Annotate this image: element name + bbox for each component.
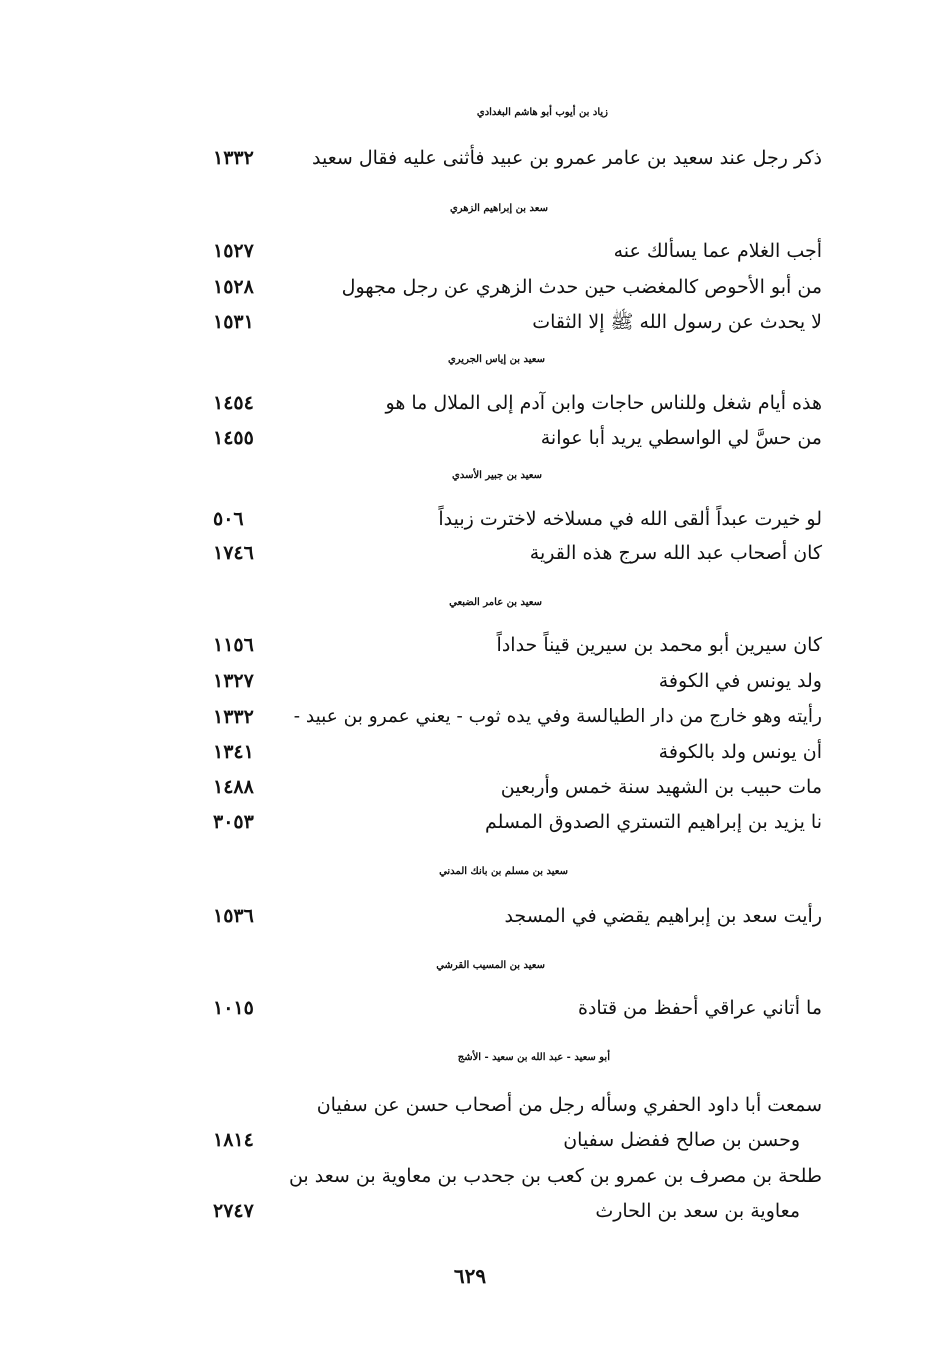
page-number: ٦٢٩ [453,1264,487,1288]
entry-text: من أبو الأحوص كالمغضب حين حدث الزهري عن رجل مجهول [341,276,822,298]
entry-text: أن يونس ولد بالكوفة [658,741,822,763]
index-entry [0,702,940,732]
section-heading: سعيد بن عامر الضبعي [449,597,542,608]
entry-number: ٢٧٤٧ [213,1200,254,1222]
index-entry [0,236,940,266]
entry-text: وحسن بن صالح ففضل سفيان [563,1129,800,1151]
entry-text: ما أتاني عراقي أحفظ من قتادة [578,997,822,1019]
entry-text: نا يزيد بن إبراهيم التستري الصدوق المسلم [484,811,822,833]
entry-text: ذكر رجل عند سعيد بن عامر عمرو بن عبيد فأثنى عليه فقال سعيد [311,147,822,169]
index-entry [0,1196,940,1226]
entry-number: ١٣٤١ [213,741,254,763]
entry-number: ١٥٢٧ [213,240,254,262]
section-heading: سعد بن إبراهيم الزهري [449,203,548,214]
entry-number: ١٣٣٢ [213,147,254,169]
entry-text: لا يحدث عن رسول الله ﷺ إلا الثقات [532,311,822,333]
index-entry [0,993,940,1023]
entry-text: مات حبيب بن الشهيد سنة خمس وأربعين [500,776,822,798]
entry-text: كان أصحاب عبد الله سرج هذه القرية [529,542,822,564]
entry-number: ١٤٥٥ [213,427,254,449]
index-entry [0,901,940,931]
entry-text: من حسَّ لي الواسطي يريد أبا عوانة [540,427,822,449]
index-entry [0,807,940,837]
entry-number: ١٠١٥ [213,997,254,1019]
index-entry [0,737,940,767]
entry-number: ٥٠٦ [213,508,244,530]
entry-text: لو خيرت عبداً ألقى الله في مسلاخه لاخترت زبيداً [438,508,822,530]
section-heading: سعيد بن المسيب القرشي [436,960,545,971]
index-entry [0,666,940,696]
entry-text: رأيت سعد بن إبراهيم يقضي في المسجد [504,905,822,927]
entry-text: رأيته وهو خارج من دار الطيالسة وفي يده ثوب - يعني عمرو بن عبيد - [293,706,822,727]
index-entry [0,423,940,453]
entry-number: ٣٠٥٣ [213,811,254,833]
index-entry [0,1125,940,1155]
index-entry [0,630,940,660]
entry-text: ولد يونس في الكوفة [658,670,822,692]
entry-number: ١٤٨٨ [213,776,254,798]
index-entry [0,538,940,568]
entry-text-first-line: سمعت أبا داود الحفري وسأله رجل من أصحاب حسن عن سفيان [316,1094,822,1116]
section-heading: سعيد بن جبير الأسدي [452,470,542,481]
entry-number: ١٤٥٤ [213,392,254,414]
entry-text: كان سيرين أبو محمد بن سيرين قيناً حداداً [496,634,822,656]
index-entry [0,272,940,302]
entry-number: ١٥٣١ [213,311,254,333]
entry-text-first-line: طلحة بن مصرف بن عمرو بن كعب بن جحدب بن معاوية بن سعد بن [288,1165,822,1187]
entry-number: ١٨١٤ [213,1129,254,1151]
index-entry [0,143,940,173]
entry-text: معاوية بن سعد بن الحارث [595,1200,800,1222]
section-heading: أبو سعيد - عبد الله بن سعيد - الأشج [457,1052,610,1063]
entry-number: ١٥٢٨ [213,276,254,298]
section-heading: زياد بن أيوب أبو هاشم البغدادي [476,107,608,118]
entry-number: ١١٥٦ [213,634,254,656]
index-entry [0,504,940,534]
entry-number: ١٣٢٧ [213,670,254,692]
section-heading: سعيد بن مسلم بن بانك المدني [439,866,568,877]
index-entry [0,307,940,337]
entry-number: ١٣٣٢ [213,706,254,728]
index-entry [0,772,940,802]
entry-number: ١٧٤٦ [213,542,254,564]
entry-text: هذه أيام شغل وللناس حاجات وابن آدم إلى الملال ما هو [385,392,822,414]
entry-text: أجب الغلام عما يسألك عنه [613,240,822,262]
entry-number: ١٥٣٦ [213,905,254,927]
section-heading: سعيد بن إياس الجريري [447,354,545,365]
index-entry [0,388,940,418]
